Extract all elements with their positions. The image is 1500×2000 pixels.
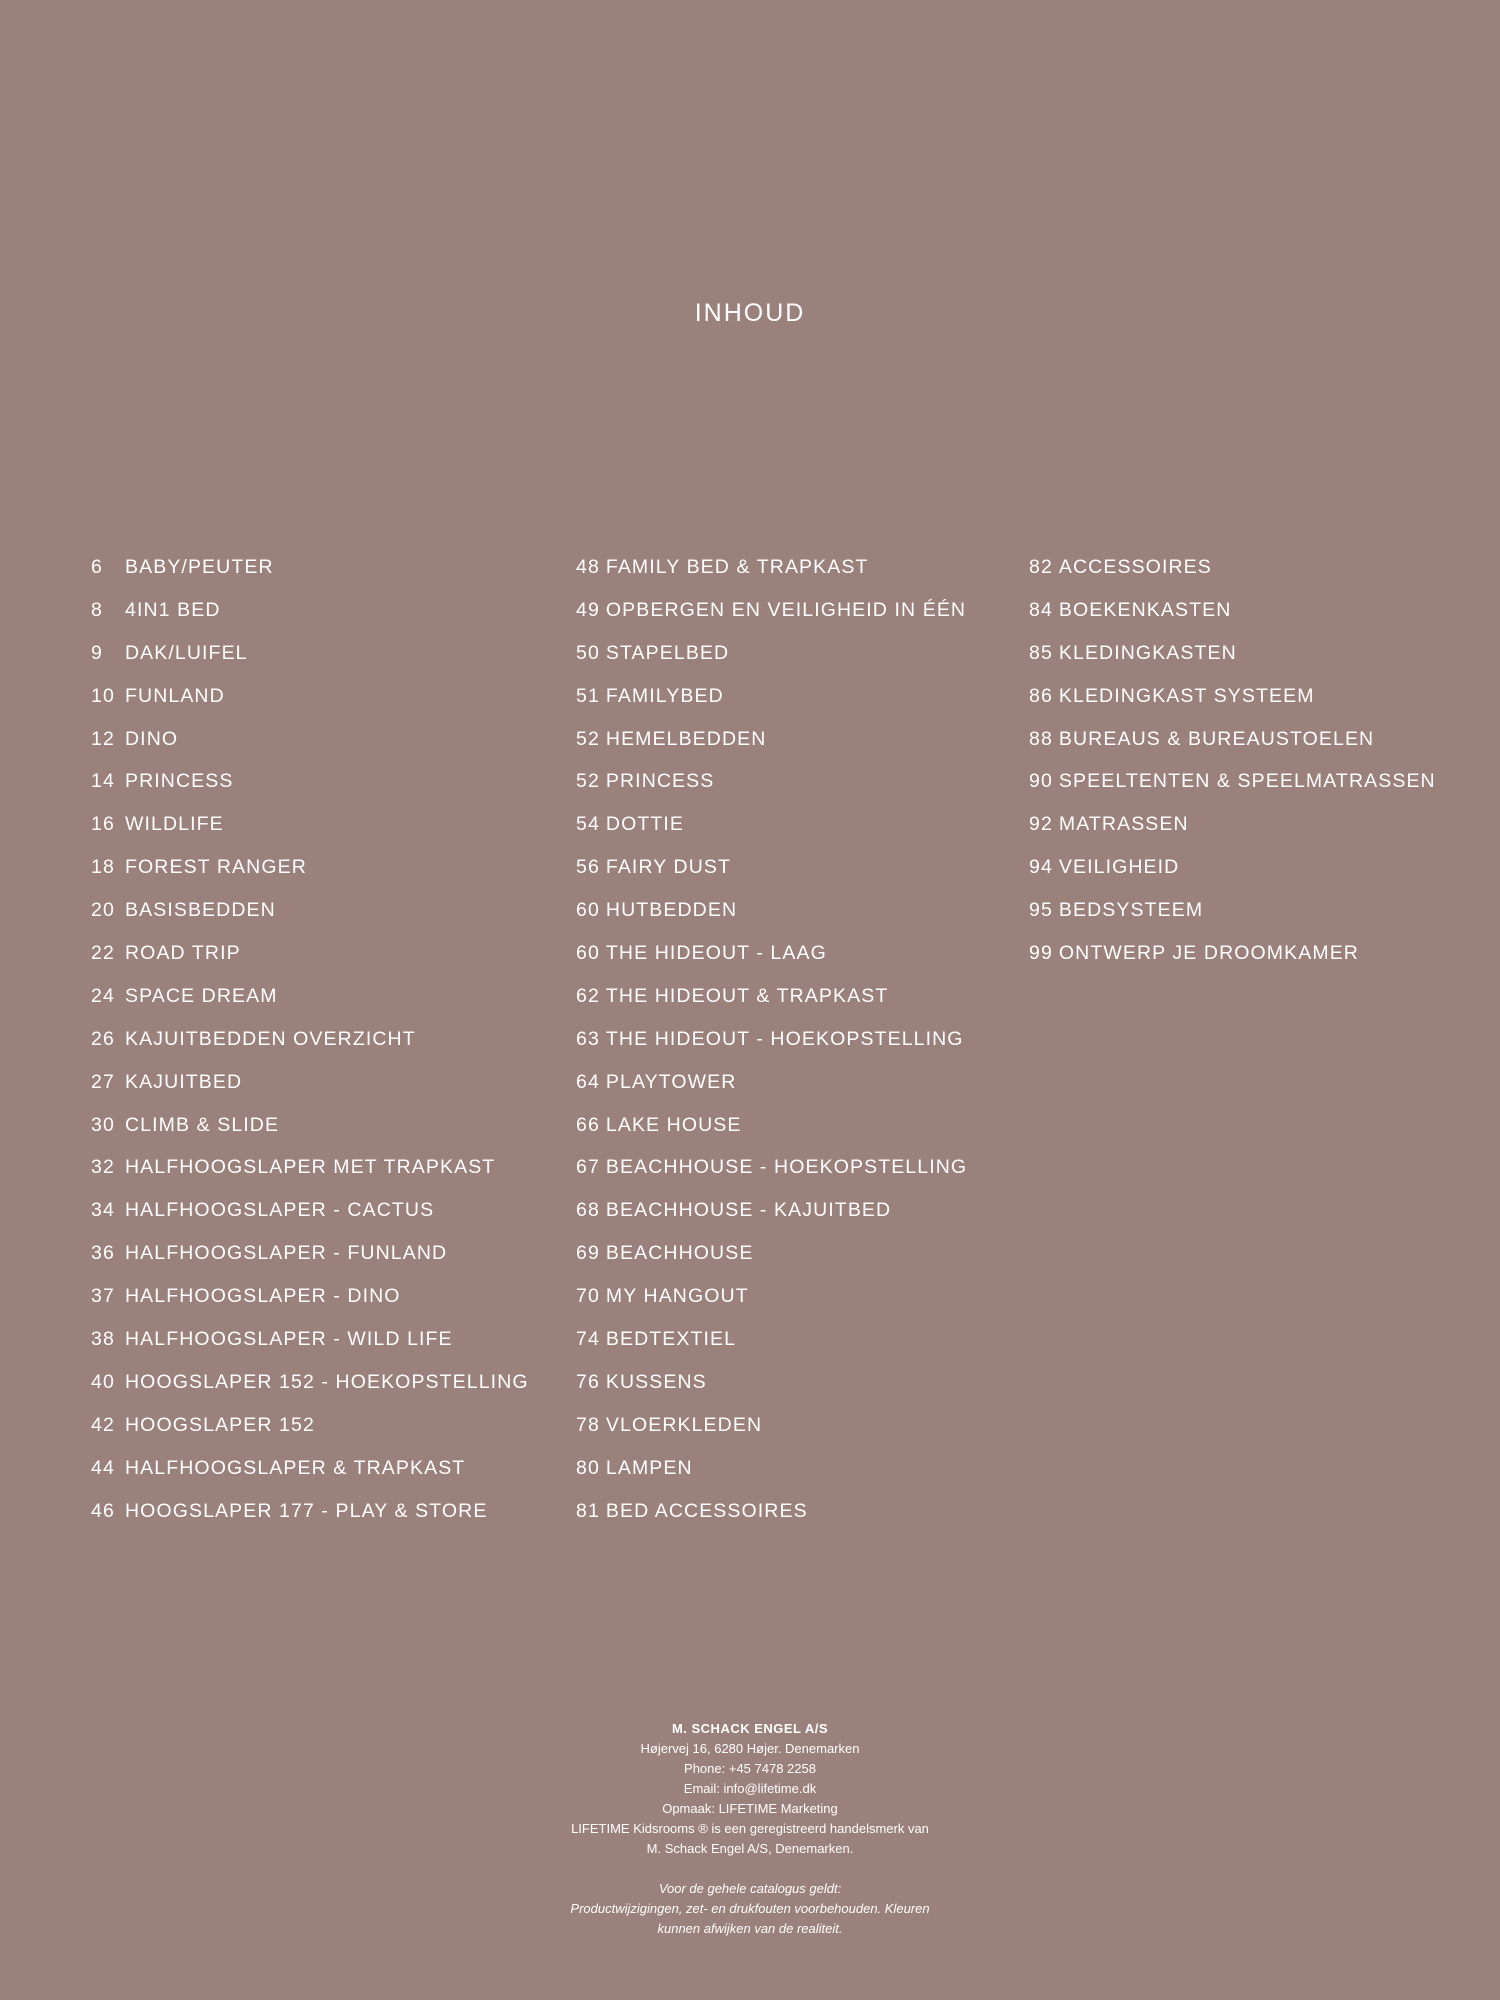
toc-entry bbox=[91, 1065, 529, 1108]
toc-page-number: 26 bbox=[91, 1027, 115, 1050]
toc-entry-label: ONTWERP JE DROOMKAMER bbox=[1058, 942, 1359, 965]
toc-entry-label: PRINCESS bbox=[605, 770, 715, 793]
company-email: Email: info@lifetime.dk bbox=[683, 1781, 817, 1796]
toc-entry-label: HOOGSLAPER 152 bbox=[125, 1413, 315, 1436]
toc-entry bbox=[1029, 593, 1436, 636]
company-name: M. SCHACK ENGEL A/S bbox=[671, 1721, 829, 1736]
toc-page-number: 32 bbox=[91, 1156, 115, 1179]
toc-entry bbox=[91, 893, 529, 936]
page-title: INHOUD bbox=[694, 298, 806, 327]
toc-entry-label: KLEDINGKAST SYSTEEM bbox=[1058, 684, 1315, 707]
company-address: Højervej 16, 6280 Højer. Denemarken bbox=[640, 1741, 860, 1756]
toc-entry bbox=[1029, 936, 1436, 979]
toc-page-number: 52 bbox=[576, 727, 600, 750]
toc-entry bbox=[91, 550, 529, 593]
toc-entry-label: MATRASSEN bbox=[1058, 813, 1189, 836]
toc-entry-label: 4IN1 BED bbox=[125, 598, 221, 621]
disclaimer-line-1: Voor de gehele catalogus geldt: bbox=[658, 1881, 842, 1896]
toc-page-number: 52 bbox=[576, 770, 600, 793]
toc-page-number: 49 bbox=[576, 598, 600, 621]
toc-entry bbox=[576, 1150, 967, 1193]
toc-entry bbox=[91, 1365, 529, 1408]
toc-entry bbox=[91, 1022, 529, 1065]
toc-entry bbox=[576, 1322, 967, 1365]
toc-entry-label: LAKE HOUSE bbox=[605, 1113, 742, 1136]
toc-entry-label: HALFHOOGSLAPER MET TRAPKAST bbox=[125, 1156, 496, 1179]
toc-page-number: 56 bbox=[576, 856, 600, 879]
toc-entry bbox=[91, 593, 529, 636]
toc-entry-label: ROAD TRIP bbox=[125, 942, 241, 965]
toc-entry-label: KAJUITBED bbox=[125, 1070, 243, 1093]
toc-entry bbox=[91, 1322, 529, 1365]
toc-entry bbox=[576, 1494, 967, 1537]
toc-page-number: 30 bbox=[91, 1113, 115, 1136]
toc-entry bbox=[576, 850, 967, 893]
toc-entry bbox=[576, 764, 967, 807]
toc-entry-label: THE HIDEOUT & TRAPKAST bbox=[605, 984, 889, 1007]
disclaimer-line-3: kunnen afwijken van de realiteit. bbox=[657, 1921, 843, 1936]
toc-page-number: 88 bbox=[1029, 727, 1053, 750]
toc-entry-label: HOOGSLAPER 177 - PLAY & STORE bbox=[125, 1499, 488, 1522]
toc-entry bbox=[576, 1236, 967, 1279]
footer-spacer bbox=[0, 1859, 1500, 1879]
toc-entry-label: HALFHOOGSLAPER - CACTUS bbox=[125, 1199, 435, 1222]
toc-entry bbox=[91, 1193, 529, 1236]
toc-entry-label: HOOGSLAPER 152 - HOEKOPSTELLING bbox=[125, 1370, 529, 1393]
toc-entry-label: KLEDINGKASTEN bbox=[1058, 641, 1237, 664]
toc-entry-label: BEDSYSTEEM bbox=[1058, 899, 1204, 922]
toc-entry bbox=[91, 936, 529, 979]
toc-page-number: 48 bbox=[576, 556, 600, 578]
toc-page-number: 42 bbox=[91, 1413, 115, 1436]
toc-entry bbox=[91, 764, 529, 807]
toc-entry bbox=[91, 722, 529, 765]
toc-page-number: 99 bbox=[1029, 942, 1053, 965]
toc-entry bbox=[576, 1065, 967, 1108]
toc-entry-label: HEMELBEDDEN bbox=[605, 727, 767, 750]
toc-entry bbox=[576, 1022, 967, 1065]
toc-entry bbox=[576, 550, 967, 593]
toc-entry bbox=[91, 1408, 529, 1451]
disclaimer-line-2: Productwijzigingen, zet- en drukfouten voorbehouden. Kleuren bbox=[570, 1901, 930, 1916]
toc-entry-label: FOREST RANGER bbox=[125, 856, 307, 879]
toc-entry bbox=[91, 679, 529, 722]
toc-page-number: 14 bbox=[91, 770, 115, 793]
toc-entry-label: KUSSENS bbox=[605, 1370, 707, 1393]
toc-page-number: 6 bbox=[91, 556, 103, 578]
toc-entry-label: HALFHOOGSLAPER - FUNLAND bbox=[125, 1242, 448, 1265]
toc-entry-label: BOEKENKASTEN bbox=[1058, 598, 1232, 621]
toc-entry-label: DAK/LUIFEL bbox=[125, 641, 248, 664]
toc-page-number: 16 bbox=[91, 813, 115, 836]
toc-entry-label: MY HANGOUT bbox=[605, 1285, 749, 1308]
toc-page-number: 40 bbox=[91, 1370, 115, 1393]
toc-entry-label: THE HIDEOUT - HOEKOPSTELLING bbox=[605, 1027, 964, 1050]
toc-entry-label: DOTTIE bbox=[605, 813, 684, 836]
toc-entry-label: SPACE DREAM bbox=[125, 984, 278, 1007]
toc-entry-label: BED ACCESSOIRES bbox=[605, 1499, 808, 1522]
toc-page-number: 69 bbox=[576, 1242, 600, 1265]
toc-entry-label: ACCESSOIRES bbox=[1058, 556, 1212, 578]
toc-entry bbox=[1029, 764, 1436, 807]
toc-entry bbox=[576, 679, 967, 722]
toc-entry-label: PRINCESS bbox=[125, 770, 234, 793]
toc-entry-label: BEACHHOUSE - HOEKOPSTELLING bbox=[605, 1156, 968, 1179]
toc-column-2 bbox=[576, 550, 967, 1536]
trademark-line-2: M. Schack Engel A/S, Denemarken. bbox=[646, 1841, 854, 1856]
toc-entry bbox=[1029, 850, 1436, 893]
toc-page-number: 8 bbox=[91, 598, 103, 621]
toc-page-number: 76 bbox=[576, 1370, 600, 1393]
toc-entry-label: VEILIGHEID bbox=[1058, 856, 1180, 879]
toc-entry bbox=[576, 979, 967, 1022]
toc-entry bbox=[91, 1279, 529, 1322]
toc-page-number: 10 bbox=[91, 684, 115, 707]
toc-entry-label: BEACHHOUSE bbox=[605, 1242, 754, 1265]
toc-entry bbox=[1029, 679, 1436, 722]
toc-entry bbox=[91, 807, 529, 850]
toc-page-number: 81 bbox=[576, 1499, 600, 1522]
toc-page-number: 64 bbox=[576, 1070, 600, 1093]
toc-page-number: 12 bbox=[91, 727, 115, 750]
toc-entry bbox=[576, 1108, 967, 1151]
toc-entry bbox=[576, 722, 967, 765]
toc-entry-label: LAMPEN bbox=[605, 1456, 693, 1479]
toc-page-number: 46 bbox=[91, 1499, 115, 1522]
toc-page-number: 94 bbox=[1029, 856, 1053, 879]
toc-entry bbox=[91, 850, 529, 893]
toc-entry bbox=[91, 1236, 529, 1279]
trademark-line-1: LIFETIME Kidsrooms ® is een geregistreerd handelsmerk van bbox=[571, 1821, 929, 1836]
toc-entry bbox=[576, 1408, 967, 1451]
toc-entry-label: STAPELBED bbox=[605, 641, 730, 664]
toc-entry bbox=[576, 936, 967, 979]
toc-page-number: 63 bbox=[576, 1027, 600, 1050]
toc-entry-label: HALFHOOGSLAPER & TRAPKAST bbox=[125, 1456, 466, 1479]
toc-entry-label: SPEELTENTEN & SPEELMATRASSEN bbox=[1058, 770, 1436, 793]
toc-entry bbox=[576, 636, 967, 679]
toc-page-number: 85 bbox=[1029, 641, 1053, 664]
toc-page-number: 50 bbox=[576, 641, 600, 664]
toc-entry bbox=[1029, 722, 1436, 765]
toc-page-number: 36 bbox=[91, 1242, 115, 1265]
toc-entry bbox=[576, 1451, 967, 1494]
toc-page-number: 95 bbox=[1029, 899, 1053, 922]
toc-entry bbox=[1029, 807, 1436, 850]
toc-page-number: 18 bbox=[91, 856, 115, 879]
toc-page-number: 78 bbox=[576, 1413, 600, 1436]
toc-entry-label: FAMILY BED & TRAPKAST bbox=[605, 556, 869, 578]
toc-page-number: 86 bbox=[1029, 684, 1053, 707]
toc-page-number: 51 bbox=[576, 684, 600, 707]
toc-page-number: 20 bbox=[91, 899, 115, 922]
toc-entry bbox=[576, 893, 967, 936]
toc-page-number: 22 bbox=[91, 942, 115, 965]
toc-column-3 bbox=[1029, 550, 1436, 979]
toc-page-number: 82 bbox=[1029, 556, 1053, 578]
layout-credit: Opmaak: LIFETIME Marketing bbox=[662, 1801, 838, 1816]
toc-column-1 bbox=[91, 550, 529, 1536]
toc-entry-label: FUNLAND bbox=[125, 684, 225, 707]
company-phone: Phone: +45 7478 2258 bbox=[684, 1761, 816, 1776]
toc-page-number: 92 bbox=[1029, 813, 1053, 836]
toc-entry-label: HALFHOOGSLAPER - WILD LIFE bbox=[125, 1328, 453, 1351]
toc-entry-label: BABY/PEUTER bbox=[125, 556, 274, 578]
toc-entry-label: OPBERGEN EN VEILIGHEID IN ÉÉN bbox=[605, 598, 967, 621]
toc-page-number: 68 bbox=[576, 1199, 600, 1222]
toc-entry bbox=[576, 1279, 967, 1322]
toc-entry bbox=[1029, 550, 1436, 593]
toc-entry-label: HUTBEDDEN bbox=[605, 899, 738, 922]
toc-entry-label: KAJUITBEDDEN OVERZICHT bbox=[125, 1027, 416, 1050]
toc-page-number: 62 bbox=[576, 984, 600, 1007]
toc-page-number: 34 bbox=[91, 1199, 115, 1222]
toc-entry-label: FAMILYBED bbox=[605, 684, 724, 707]
toc-entry bbox=[91, 1150, 529, 1193]
toc-entry-label: BEACHHOUSE - KAJUITBED bbox=[605, 1199, 892, 1222]
toc-entry bbox=[91, 1451, 529, 1494]
toc-entry-label: VLOERKLEDEN bbox=[605, 1413, 763, 1436]
toc-page-number: 67 bbox=[576, 1156, 600, 1179]
toc-page-number: 54 bbox=[576, 813, 600, 836]
toc-page-number: 60 bbox=[576, 899, 600, 922]
toc-page-number: 66 bbox=[576, 1113, 600, 1136]
toc-entry bbox=[576, 807, 967, 850]
toc-page-number: 44 bbox=[91, 1456, 115, 1479]
toc-page-number: 37 bbox=[91, 1285, 115, 1308]
toc-page-number: 70 bbox=[576, 1285, 600, 1308]
toc-entry bbox=[91, 636, 529, 679]
toc-page-number: 24 bbox=[91, 984, 115, 1007]
toc-entry-label: BUREAUS & BUREAUSTOELEN bbox=[1058, 727, 1375, 750]
toc-page-number: 27 bbox=[91, 1070, 115, 1093]
toc-page-number: 80 bbox=[576, 1456, 600, 1479]
toc-entry bbox=[1029, 893, 1436, 936]
colophon bbox=[0, 1719, 1500, 1939]
toc-entry-label: BEDTEXTIEL bbox=[605, 1328, 737, 1351]
toc-entry bbox=[576, 593, 967, 636]
toc-page-number: 9 bbox=[91, 641, 103, 664]
toc-page-number: 74 bbox=[576, 1328, 600, 1351]
toc-entry bbox=[91, 1108, 529, 1151]
toc-entry bbox=[91, 979, 529, 1022]
toc-page-number: 84 bbox=[1029, 598, 1053, 621]
toc-entry bbox=[576, 1193, 967, 1236]
toc-entry-label: FAIRY DUST bbox=[605, 856, 732, 879]
toc-entry-label: WILDLIFE bbox=[125, 813, 224, 836]
toc-entry bbox=[576, 1365, 967, 1408]
toc-entry-label: PLAYTOWER bbox=[605, 1070, 737, 1093]
toc-entry-label: BASISBEDDEN bbox=[125, 899, 276, 922]
toc-entry bbox=[1029, 636, 1436, 679]
toc-page-number: 90 bbox=[1029, 770, 1053, 793]
toc-entry-label: THE HIDEOUT - LAAG bbox=[605, 942, 827, 965]
toc-entry-label: DINO bbox=[125, 727, 179, 750]
toc-entry-label: HALFHOOGSLAPER - DINO bbox=[125, 1285, 401, 1308]
toc-page-number: 60 bbox=[576, 942, 600, 965]
toc-page-number: 38 bbox=[91, 1328, 115, 1351]
toc-entry bbox=[91, 1494, 529, 1537]
toc-entry-label: CLIMB & SLIDE bbox=[125, 1113, 280, 1136]
